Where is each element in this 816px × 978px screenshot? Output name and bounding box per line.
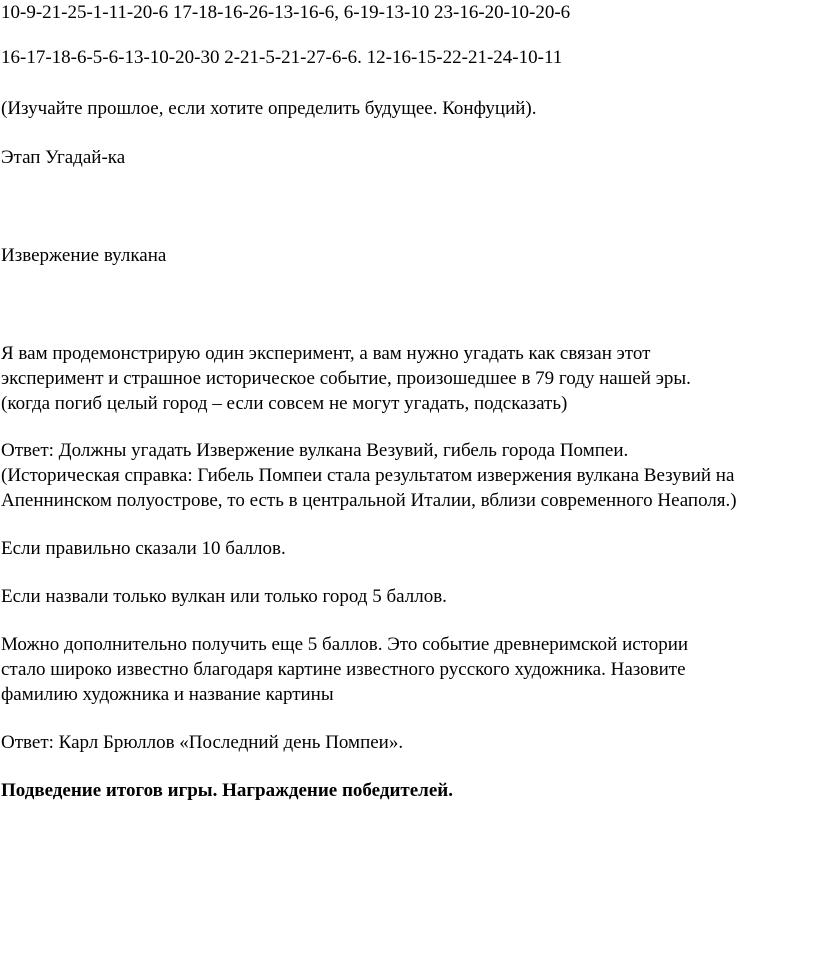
stage-title: Этап Угадай-ка [1, 147, 126, 168]
bonus-line: фамилию художника и название картины [1, 684, 334, 705]
answer-line: Ответ: Должны угадать Извержение вулкана Везувий, гибель города Помпеи. [1, 440, 629, 461]
cipher-line-2: 16-17-18-6-5-6-13-10-20-30 2-21-5-21-27-6-6. 12-16-15-22-21-24-10-11 [1, 47, 563, 68]
answer-line: (Историческая справка: Гибель Помпеи стала результатом извержения вулкана Везувий на [1, 465, 735, 486]
task-line: (когда погиб целый город – если совсем не могут угадать, подсказать) [1, 393, 568, 414]
task-line: эксперимент и страшное историческое событие, произошедшее в 79 году нашей эры. [1, 368, 691, 389]
bonus-answer: Ответ: Карл Брюллов «Последний день Помпеи». [1, 732, 404, 753]
bonus-line: стало широко известно благодаря картине известного русского художника. Назовите [1, 659, 686, 680]
topic-heading: Извержение вулкана [1, 245, 167, 266]
score-partial: Если назвали только вулкан или только город 5 баллов. [1, 586, 447, 607]
task-line: Я вам продемонстрирую один эксперимент, а вам нужно угадать как связан этот [1, 343, 651, 364]
confucius-quote: (Изучайте прошлое, если хотите определить будущее. Конфуций). [1, 98, 537, 119]
bonus-line: Можно дополнительно получить еще 5 баллов. Это событие древнеримской истории [1, 634, 689, 655]
closing-heading: Подведение итогов игры. Награждение победителей. [1, 780, 453, 801]
score-full: Если правильно сказали 10 баллов. [1, 538, 286, 559]
answer-line: Апеннинском полуострове, то есть в центральной Италии, вблизи современного Неаполя.) [1, 490, 737, 511]
cipher-line-1: 10-9-21-25-1-11-20-6 17-18-16-26-13-16-6, 6-19-13-10 23-16-20-10-20-6 [1, 2, 571, 23]
